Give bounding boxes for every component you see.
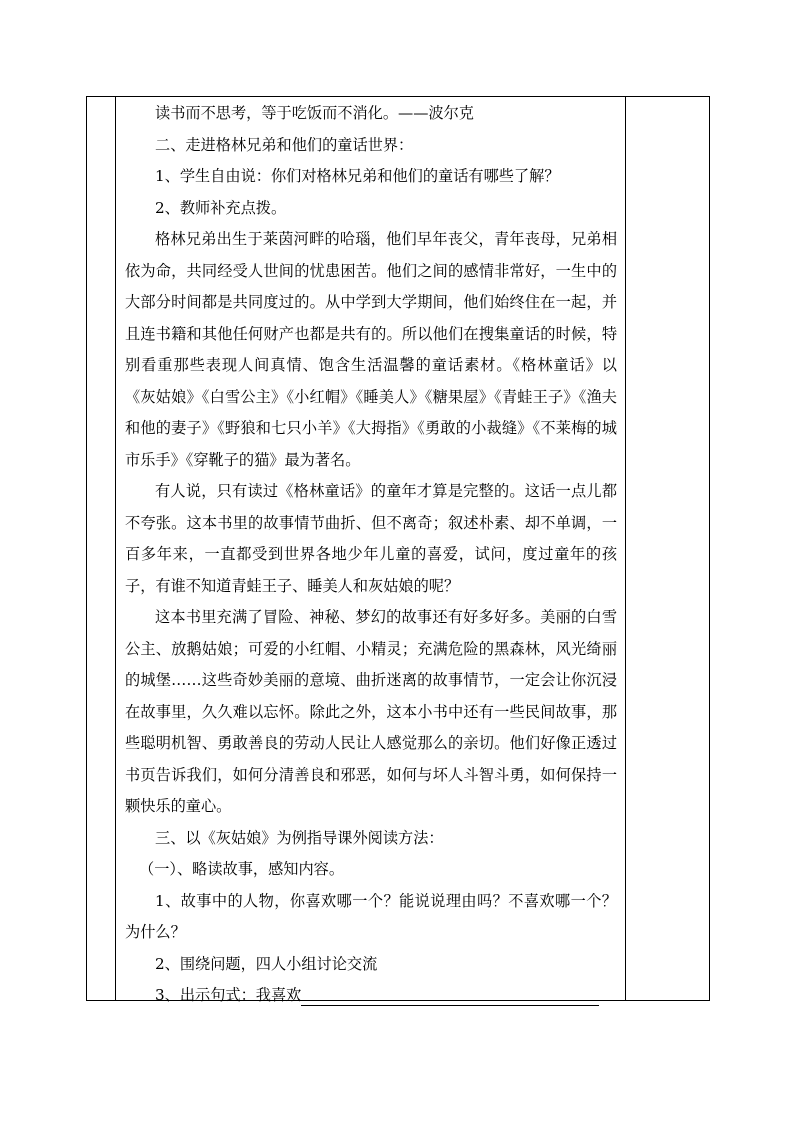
lesson-table	[86, 96, 710, 1004]
table-left-divider	[115, 97, 116, 1000]
lesson-content	[125, 98, 617, 1012]
question-3	[125, 980, 617, 1012]
section-3-heading: 三、以《灰姑娘》为例指导课外阅读方法：	[155, 828, 444, 847]
question-1: 1、故事中的人物，你喜欢哪一个？能说说理由吗？不喜欢哪一个？为什么？	[125, 891, 617, 941]
item-1: 1、学生自由说：你们对格林兄弟和他们的童话有哪些了解？	[155, 167, 560, 185]
quote-line: 读书而不思考，等于吃饭而不消化。——波尔克	[155, 104, 474, 122]
paragraph-brothers: 格林兄弟出生于莱茵河畔的哈瑙，他们早年丧父，青年丧母，兄弟相依为命，共同经受人世间的忧患困苦。他们之间的感情非常好，一生中的大部分时间都是共同度过的。从中学到大学期间，他们始终住在一起，并且连书籍和其他任何财产也都是共有的。所以他们在搜集童话的时候，特别看重那些表现人间真情、饱含生活温馨的童话素材。《格林童话》以《灰姑娘》《白雪公主》《小红帽》《睡美人》《糖果屋》《青蛙王子》《渔夫和他的妻子》《野狼和七只小羊》《大拇指》《勇敢的小裁缝》《不莱梅的城市乐手》《穿靴子的猫》最为著名。	[125, 230, 617, 469]
paragraph-childhood: 有人说，只有读过《格林童话》的童年才算是完整的。这话一点儿都不夸张。这本书里的故事情节曲折、但不离奇；叙述朴素、却不单调，一百多年来，一直都受到世界各地少年儿童的喜爱，试问，度过童年的孩子，有谁不知道青蛙王子、睡美人和灰姑娘的呢？	[125, 482, 617, 595]
question-3-prefix: 3、出示句式：我喜欢	[155, 986, 302, 1004]
item-2: 2、教师补充点拨。	[155, 198, 287, 217]
subsection-1-heading: （一）、略读故事，感知内容。	[139, 860, 345, 878]
table-right-divider	[625, 97, 626, 1000]
question-2: 2、围绕问题，四人小组讨论交流	[155, 954, 378, 973]
answer-blank-line	[301, 985, 599, 1006]
section-2-heading: 二、走进格林兄弟和他们的童话世界：	[155, 135, 414, 154]
paragraph-adventure: 这本书里充满了冒险、神秘、梦幻的故事还有好多好多。美丽的白雪公主、放鹅姑娘；可爱的小红帽、小精灵；充满危险的黑森林，风光绮丽的城堡……这些奇妙美丽的意境、曲折迷离的故事情节，一定会让你沉浸在故事里，久久难以忘怀。除此之外，这本小书中还有一些民间故事，那些聪明机智、勇敢善良的劳动人民让人感觉那么的亲切。他们好像正透过书页告诉我们，如何分清善良和邪恶，如何与坏人斗智斗勇，如何保持一颗快乐的童心。	[125, 608, 617, 815]
